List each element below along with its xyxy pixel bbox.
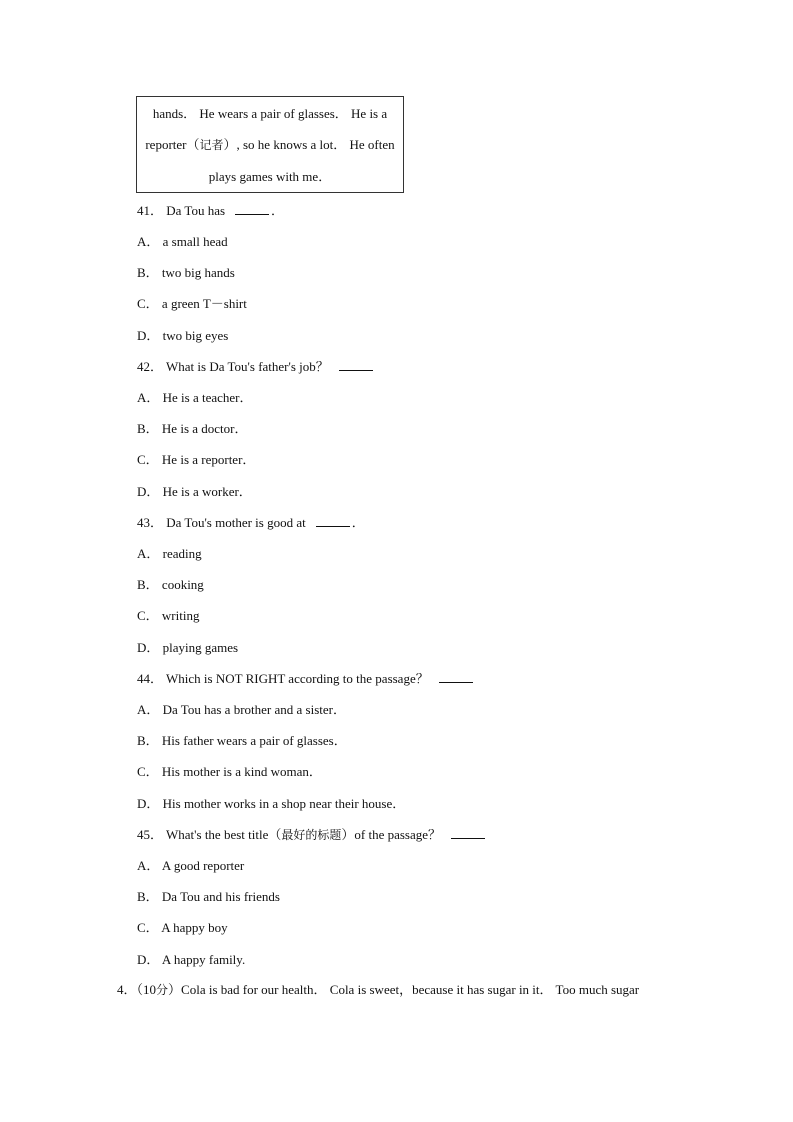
q44-option-d: D． His mother works in a shop near their house． xyxy=(137,796,406,811)
question-43-stem xyxy=(137,515,365,531)
q41-option-d: D． two big eyes xyxy=(137,328,229,343)
passage-line-2-pre: reporter（ xyxy=(145,137,200,152)
q44-option-a: A． Da Tou has a brother and a sister． xyxy=(137,702,346,717)
section-4-intro xyxy=(117,982,639,998)
q45-option-b: B． Da Tou and his friends xyxy=(137,889,280,904)
question-42-text: 42． What is Da Tou's father's job？ xyxy=(137,359,329,374)
question-45-text-cn: 最好的标题 xyxy=(281,828,342,842)
answer-blank-45 xyxy=(451,827,485,839)
q42-option-c: C． He is a reporter． xyxy=(137,452,256,467)
q41-option-c: C． a green T－shirt xyxy=(137,296,247,311)
question-41-text: 41． Da Tou has xyxy=(137,203,226,218)
q42-option-d: D． He is a worker． xyxy=(137,484,252,499)
question-41-stem xyxy=(137,203,284,219)
question-44-text: 44． Which is NOT RIGHT according to the passage？ xyxy=(137,671,429,686)
section-4-text: ）Cola is bad for our health． Cola is sweet，because it has sugar in it． Too much sugar xyxy=(168,982,640,997)
q43-option-a: A． reading xyxy=(137,546,202,561)
q41-option-a: A． a small head xyxy=(137,234,228,249)
q45-option-c: C． A happy boy xyxy=(137,920,228,935)
passage-line-2-cn: 记者 xyxy=(199,138,224,152)
passage-line-2-post: ）, so he knows a lot． He often xyxy=(223,137,395,152)
question-43-tail: ． xyxy=(351,515,365,530)
answer-blank-44 xyxy=(439,671,473,683)
q45-option-d: D． A happy family. xyxy=(137,952,246,967)
q44-option-c: C． His mother is a kind woman． xyxy=(137,764,322,779)
passage-box xyxy=(136,96,404,193)
q44-option-b: B． His father wears a pair of glasses． xyxy=(137,733,347,748)
passage-line-1: hands． He wears a pair of glasses． He is a xyxy=(152,106,388,121)
q43-option-b: B． cooking xyxy=(137,577,204,592)
question-45-stem xyxy=(137,827,485,843)
section-4-number: 4．（10 xyxy=(117,982,157,997)
question-43-text: 43． Da Tou's mother is good at xyxy=(137,515,306,530)
question-44-stem xyxy=(137,671,473,687)
q42-option-a: A． He is a teacher． xyxy=(137,390,253,405)
q42-option-b: B． He is a doctor． xyxy=(137,421,248,436)
question-42-stem xyxy=(137,359,373,375)
q43-option-c: C． writing xyxy=(137,608,200,623)
section-4-unit: 分 xyxy=(156,983,169,997)
q45-option-a: A． A good reporter xyxy=(137,858,245,873)
q41-option-b: B． two big hands xyxy=(137,265,235,280)
answer-blank-43 xyxy=(316,515,350,527)
answer-blank-42 xyxy=(339,359,373,371)
answer-blank-41 xyxy=(235,203,269,215)
question-45-text-pre: 45． What's the best title（ xyxy=(137,827,282,842)
q43-option-d: D． playing games xyxy=(137,640,239,655)
passage-line-3: plays games with me． xyxy=(208,169,332,184)
question-45-text-post: ）of the passage？ xyxy=(341,827,442,842)
question-41-tail: ． xyxy=(271,203,285,218)
passage-line-2 xyxy=(137,137,403,153)
